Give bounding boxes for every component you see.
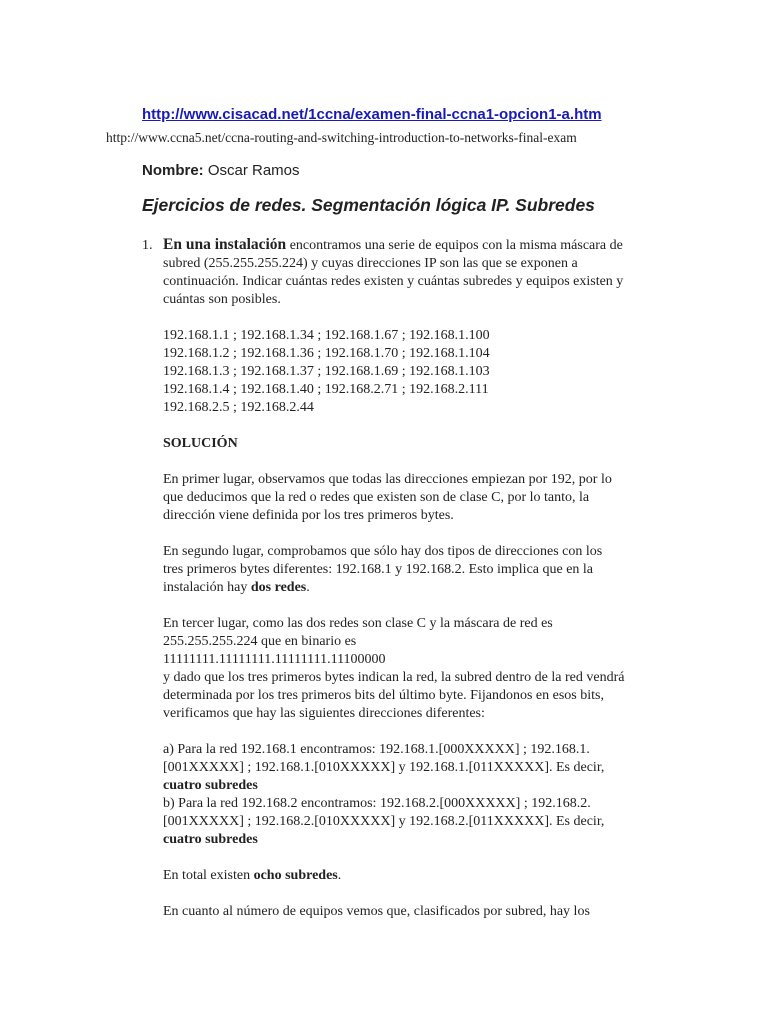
- solution-line: 11111111.11111111.11111111.11100000: [163, 652, 386, 667]
- statement-lead: En una instalación: [163, 236, 287, 253]
- author-line: [142, 162, 300, 179]
- solution-line: 255.255.255.224 que en binario es: [163, 634, 357, 649]
- ip-line: 192.168.1.3 ; 192.168.1.37 ; 192.168.1.69 ; 192.168.1.103: [163, 364, 490, 379]
- solution-line: dirección viene definida por los tres primeros bytes.: [163, 508, 454, 523]
- solution-line: En tercer lugar, como las dos redes son clase C y la máscara de red es: [163, 616, 553, 631]
- solution-line: determinada por los tres primeros bits del último byte. Fijandonos en esos bits,: [163, 688, 604, 703]
- solution-line: En segundo lugar, comprobamos que sólo hay dos tipos de direcciones con los: [163, 544, 603, 559]
- solution-line: verificamos que hay las siguientes direcciones diferentes:: [163, 706, 485, 721]
- solution-line: cuatro subredes: [163, 832, 258, 847]
- solution-line: a) Para la red 192.168.1 encontramos: 192.168.1.[000XXXXX] ; 192.168.1.: [163, 742, 590, 757]
- solution-heading: SOLUCIÓN: [163, 436, 238, 451]
- document-title: Ejercicios de redes. Segmentación lógica IP. Subredes: [142, 195, 595, 215]
- solution-line: En cuanto al número de equipos vemos que, clasificados por subred, hay los: [163, 904, 590, 919]
- exercise-body: [163, 236, 668, 921]
- author-label: Nombre:: [142, 162, 204, 179]
- solution-line: [001XXXXX] ; 192.168.1.[010XXXXX] y 192.168.1.[011XXXXX]. Es decir,: [163, 760, 605, 775]
- cisacad-link[interactable]: http://www.cisacad.net/1ccna/examen-final-ccna1-opcion1-a.htm: [142, 106, 602, 123]
- solution-line: tres primeros bytes diferentes: 192.168.1 y 192.168.2. Esto implica que en la: [163, 562, 594, 577]
- statement-line: subred (255.255.255.224) y cuyas direcciones IP son las que se exponen a: [163, 256, 578, 271]
- solution-line: instalación hay dos redes.: [163, 580, 310, 595]
- solution-line: y dado que los tres primeros bytes indican la red, la subred dentro de la red vendrá: [163, 670, 625, 685]
- ip-line: 192.168.2.5 ; 192.168.2.44: [163, 400, 314, 415]
- statement-line: cuántas son posibles.: [163, 292, 281, 307]
- author-value: Oscar Ramos: [203, 162, 300, 179]
- ip-line: 192.168.1.4 ; 192.168.1.40 ; 192.168.2.71 ; 192.168.2.111: [163, 382, 489, 397]
- ccna5-link[interactable]: http://www.ccna5.net/ccna-routing-and-switching-introduction-to-networks-final-exam: [106, 130, 577, 145]
- solution-line: En primer lugar, observamos que todas las direcciones empiezan por 192, por lo: [163, 472, 612, 487]
- solution-line: En total existen ocho subredes.: [163, 868, 342, 883]
- solution-line: cuatro subredes: [163, 778, 258, 793]
- ip-line: 192.168.1.1 ; 192.168.1.34 ; 192.168.1.67 ; 192.168.1.100: [163, 328, 490, 343]
- solution-line: [001XXXXX] ; 192.168.2.[010XXXXX] y 192.168.2.[011XXXXX]. Es decir,: [163, 814, 605, 829]
- statement-line: continuación. Indicar cuántas redes existen y cuántas subredes y equipos existen y: [163, 274, 624, 289]
- solution-line: b) Para la red 192.168.2 encontramos: 192.168.2.[000XXXXX] ; 192.168.2.: [163, 796, 591, 811]
- solution-line: que deducimos que la red o redes que existen son de clase C, por lo tanto, la: [163, 490, 590, 505]
- exercise-number: 1.: [142, 238, 153, 253]
- statement-line: En una instalación encontramos una serie de equipos con la misma máscara de: [163, 236, 623, 253]
- ip-line: 192.168.1.2 ; 192.168.1.36 ; 192.168.1.70 ; 192.168.1.104: [163, 346, 490, 361]
